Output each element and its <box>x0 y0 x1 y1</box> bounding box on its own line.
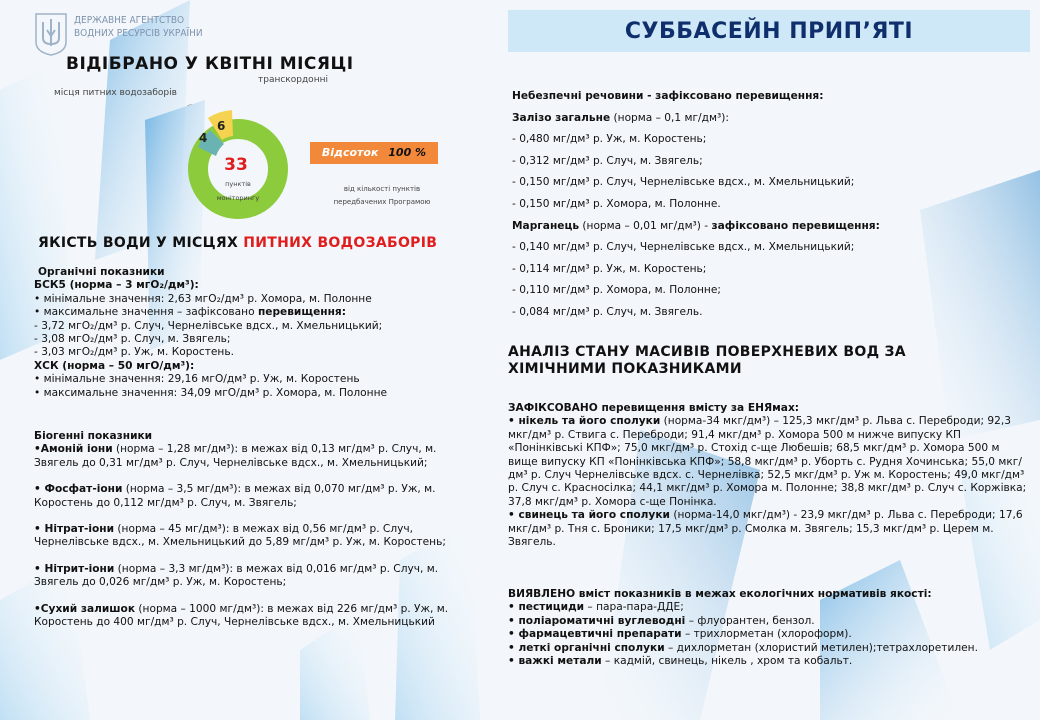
label-transboundary: транскордонні <box>258 75 328 85</box>
found-name: • фармацевтичні препарати <box>508 628 682 641</box>
quality-title-part2: ПИТНИХ ВОДОЗАБОРІВ <box>243 235 438 251</box>
quality-title <box>38 235 437 251</box>
coat-of-arms-icon <box>34 12 68 60</box>
found-name: • поліароматичні вуглеводні <box>508 614 686 627</box>
xsk-max: • максимальне значення: 34,09 мгО/дм³ р. Хомора, м. Полонне <box>34 386 388 399</box>
biogenic-item <box>34 603 482 630</box>
hazardous-block <box>512 86 972 324</box>
agency-line-1: ДЕРЖАВНЕ АГЕНТСТВО <box>74 15 185 26</box>
xsk-min: • мінімальне значення: 29,16 мгО/дм³ р. Уж, м. Коростень <box>34 373 360 386</box>
manganese-tail: зафіксовано перевищення: <box>711 219 880 232</box>
bsk-line: - 3,03 мгО₂/дм³ р. Уж, м. Коростень. <box>34 346 234 359</box>
found-text: – кадмій, свинець, нікель , хром та кобальт. <box>601 655 853 668</box>
nickel-name: • нікель та його сполуки <box>508 415 661 428</box>
bsk-min: • мінімальне значення: 2,63 мгО₂/дм³ р. Хомора, м. Полонне <box>34 292 372 305</box>
biogenic-text: (норма – 3,3 мг/дм³): в межах від 0,016 мг/дм³ р. Случ, м. Звягель до 0,026 мг/дм³ р. Уж, м. Коростень; <box>34 562 439 589</box>
quality-title-part1: ЯКІСТЬ ВОДИ У МІСЦЯХ <box>38 235 244 251</box>
nickel-text: (норма-34 мкг/дм³) – 125,3 мкг/дм³ р. Льва с. Переброди; 92,3 мкг/дм³ р. Ствига с. Переброди; 91,4 мкг/дм³ р. Хомора 500 м нижче випуску КП «Понінківські КПФ»; 75,0 мкг/дм³ р. Стохід с-ще Любешів; 68,5 мкг/дм³ р. Хомора 500 м вище випуску КП «Понінківська КПФ»; 58,8 мкг/дм³ р. Уборть с. Рудня Хочинська; 55,0 мкг/дм³ р. Случ Чернелівське вдсх. с. Чернелівка; 52,5 мкг/дм³ р. Уж м. Коростень; 49,0 мкг/дм³ р. Случ с. Красносілка; 44,1 мкг/дм³ р. Хомора м. Полонне; 38,8 мкг/дм³ р. Случ с. Коржівка; 37,8 мкг/дм³ р. Хомора с-ще Понінка. <box>508 415 1027 508</box>
manganese-line: - 0,084 мг/дм³ р. Случ, м. Звягель. <box>512 305 703 318</box>
lead-text: (норма-14,0 мкг/дм³) - 23,9 мкг/дм³ р. Льва с. Переброди; 17,6 мкг/дм³ р. Тня с. Броники; 17,5 мкг/дм³ р. Смолка м. Звягель; 15,3 мкг/дм³ р. Церем м. Звягель. <box>508 509 1023 549</box>
manganese-name: Марганець <box>512 219 580 232</box>
manganese-line: - 0,140 мг/дм³ р. Случ, Чернелівське вдсх., м. Хмельницький; <box>512 241 855 254</box>
iron-line: - 0,312 мг/дм³ р. Случ, м. Звягель; <box>512 154 703 167</box>
donut-chart <box>172 104 292 224</box>
analysis-title: АНАЛІЗ СТАНУ МАСИВІВ ПОВЕРХНЕВИХ ВОД ЗА ХІМІЧНИМИ ПОКАЗНИКАМИ <box>508 344 906 377</box>
found-item <box>508 628 1028 641</box>
organic-heading: Органічні показники <box>38 266 165 278</box>
label-drinking-sites: місця питних водозаборів <box>54 88 177 98</box>
biogenic-text: (норма – 3,5 мг/дм³): в межах від 0,070 мг/дм³ р. Уж, м. Коростень до 0,112 мг/дм³ р. Случ, м. Звягель; <box>34 483 436 509</box>
donut-svg <box>172 104 292 224</box>
bsk-list <box>34 320 494 360</box>
biogenic-block <box>34 430 482 629</box>
analysis-block <box>508 402 1028 549</box>
biogenic-item <box>34 443 482 470</box>
hazardous-heading: Небезпечні речовини - зафіксовано перевищення: <box>512 90 824 102</box>
xsk-heading: ХСК (норма – 50 мгО/дм³): <box>34 359 195 372</box>
biogenic-heading: Біогенні показники <box>34 430 153 442</box>
subbasin-title: СУББАСЕЙН ПРИП’ЯТІ <box>508 10 1030 52</box>
percent-note: від кількості пунктів передбачених Програмою <box>333 185 431 206</box>
found-text: – флуорантен, бензол. <box>685 614 815 627</box>
manganese-norm: (норма – 0,01 мг/дм³) - <box>579 219 712 232</box>
percent-box <box>310 142 438 164</box>
iron-line: - 0,150 мг/дм³ р. Хомора, м. Полонне. <box>512 197 721 210</box>
donut-caption-2: моніторингу <box>216 194 260 202</box>
trident-icon <box>34 12 68 56</box>
bsk-heading: БСК5 (норма – 3 мгО₂/дм³): <box>34 279 199 292</box>
iron-norm: (норма – 0,1 мг/дм³): <box>610 111 729 124</box>
iron-name: Залізо загальне <box>512 111 611 124</box>
biogenic-name: • Фосфат-іони <box>34 483 123 496</box>
agency-name <box>74 14 203 40</box>
donut-drinking-count: 4 <box>199 131 208 145</box>
manganese-list <box>512 237 972 323</box>
found-name: • важкі метали <box>508 655 602 668</box>
bsk-max-pre: • максимальне значення – зафіксовано <box>34 306 258 319</box>
organic-block <box>34 266 494 400</box>
donut-transboundary-count: 6 <box>217 119 226 133</box>
found-block <box>508 588 1028 668</box>
manganese-line: - 0,110 мг/дм³ р. Хомора, м. Полонне; <box>512 284 721 297</box>
biogenic-name: •Сухий залишок <box>34 602 136 615</box>
found-name: • пестициди <box>508 601 585 614</box>
agency-line-2: ВОДНИХ РЕСУРСІВ УКРАЇНИ <box>74 28 203 39</box>
iron-list <box>512 129 972 215</box>
found-item <box>508 642 1028 655</box>
biogenic-text: (норма – 1,28 мг/дм³): в межах від 0,13 мг/дм³ р. Случ, м. Звягель до 0,31 мг/дм³ р. Случ, Чернелівське вдсх., м. Хмельницький; <box>34 443 437 469</box>
bsk-line: - 3,72 мгО₂/дм³ р. Случ, Чернелівське вдсх., м. Хмельницький; <box>34 319 383 332</box>
biogenic-item <box>34 523 482 550</box>
found-text: – трихлорметан (хлороформ). <box>681 628 852 641</box>
biogenic-name: • Нітрит-іони <box>34 562 115 575</box>
biogenic-item <box>34 563 482 590</box>
biogenic-text: (норма – 45 мг/дм³): в межах від 0,56 мг/дм³ р. Случ, Чернелівське вдсх., м. Хмельницький до 5,89 мг/дм³ р. Уж, м. Коростень; <box>34 523 446 549</box>
iron-heading <box>512 108 972 130</box>
donut-total: 33 <box>224 155 248 175</box>
bsk-line: - 3,08 мгО₂/дм³ р. Случ, м. Звягель; <box>34 333 231 346</box>
found-heading: ВИЯВЛЕНО вміст показників в межах екологічних нормативів якості: <box>508 588 932 600</box>
percent-value: 100 % <box>388 146 427 159</box>
biogenic-text: (норма – 1000 мг/дм³): в межах від 226 мг/дм³ р. Уж, м. Коростень до 400 мг/дм³ р. Случ, Чернелівське вдсх., м. Хмельницький <box>34 602 449 629</box>
iron-line: - 0,150 мг/дм³ р. Случ, Чернелівське вдсх., м. Хмельницький; <box>512 176 855 189</box>
biogenic-item <box>34 483 482 510</box>
lead-item <box>508 509 1028 549</box>
found-item <box>508 615 1028 628</box>
bsk-max-bold: перевищення: <box>257 306 346 319</box>
percent-label: Відсоток <box>321 146 379 159</box>
exceed-heading: ЗАФІКСОВАНО перевищення вмісту за ЕНЯмах: <box>508 402 800 414</box>
found-item <box>508 655 1028 668</box>
donut-caption-1: пунктів <box>225 180 251 188</box>
found-item <box>508 601 1028 614</box>
nickel-item <box>508 415 1028 509</box>
biogenic-name: •Амоній іони <box>34 443 113 456</box>
biogenic-name: • Нітрат-іони <box>34 523 115 536</box>
manganese-heading <box>512 216 972 238</box>
bsk-max <box>34 306 494 319</box>
pointer-line <box>187 104 262 106</box>
manganese-line: - 0,114 мг/дм³ р. Уж, м. Коростень; <box>512 262 707 275</box>
found-text: – дихлорметан (хлористий метилен);тетрахлоретилен. <box>664 641 978 654</box>
lead-name: • свинець та його сполуки <box>508 509 670 522</box>
found-text: – пара-пара-ДДЕ; <box>584 601 684 614</box>
selected-title: ВІДІБРАНО У КВІТНІ МІСЯЦІ <box>66 54 354 74</box>
found-name: • леткі органічні сполуки <box>508 641 665 654</box>
iron-line: - 0,480 мг/дм³ р. Уж, м. Коростень; <box>512 133 707 146</box>
